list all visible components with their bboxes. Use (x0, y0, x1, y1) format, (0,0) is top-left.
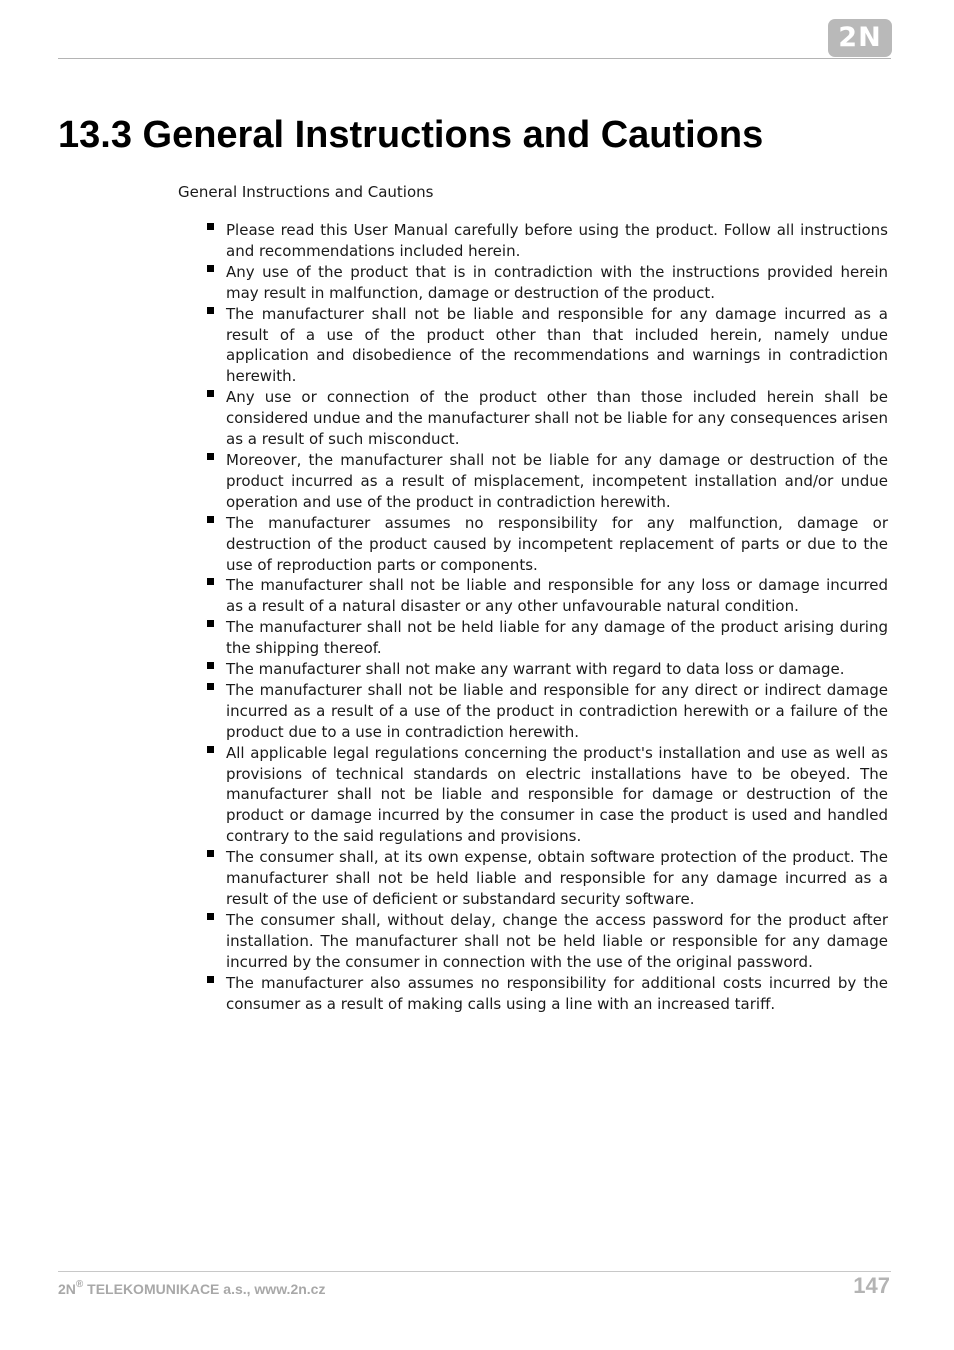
list-item-text: The manufacturer shall not be liable and responsible for any loss or damage incurred as a result of a natural disaster or any other unfavourable natural condition. (226, 576, 888, 616)
bullet-square-icon (207, 223, 214, 230)
list-item-text: The manufacturer shall not be liable and responsible for any damage incurred as a result of a use of the product other than that included herein, namely undue application and disobedience of the recommendations and warnings in contradiction herewith. (226, 304, 888, 386)
list-item (226, 575, 888, 617)
list-item-text: Any use of the product that is in contradiction with the instructions provided herein may result in malfunction, damage or destruction of the product. (226, 262, 888, 302)
bullet-square-icon (207, 746, 214, 753)
page-number: 147 (853, 1273, 890, 1298)
list-item-text: Please read this User Manual carefully before using the product. Follow all instructions and recommendations included herein. (226, 221, 888, 260)
list-item-text: All applicable legal regulations concerning the product's installation and use as well as provisions of technical standards on electric installations have to be obeyed. The manufacturer shall not be liable and responsible for damage or destruction of the product or damage incurred by the consumer in case the product is used and handled contrary to the said regulations and provisions. (226, 743, 888, 846)
list-item-text: The manufacturer assumes no responsibility for any malfunction, damage or destruction of the product caused by incompetent replacement of parts or due to the use of reproduction parts or components. (226, 513, 888, 574)
list-item-text: The consumer shall, at its own expense, obtain software protection of the product. The manufacturer shall not be held liable and responsible for any damage incurred as a result of the use of deficient or substandard security software. (226, 848, 888, 908)
registered-mark: ® (75, 1279, 84, 1291)
bullet-square-icon (207, 265, 214, 272)
footer-company-text: TELEKOMUNIKACE a.s., www.2n.cz (83, 1281, 326, 1297)
brand-logo: 2N (828, 19, 892, 57)
bullet-square-icon (207, 307, 214, 314)
list-item-text: The manufacturer shall not be held liable for any damage of the product arising during the shipping thereof. (226, 618, 888, 658)
bullet-square-icon (207, 683, 214, 690)
bullet-square-icon (207, 913, 214, 920)
bullet-square-icon (207, 662, 214, 669)
list-item (226, 513, 888, 576)
list-item (226, 387, 888, 450)
list-item-text: The manufacturer shall not be liable and responsible for any direct or indirect damage incurred as a result of a use of the product in contradiction herewith or a failure of the product due to a use in contradiction herewith. (226, 680, 888, 741)
list-item (226, 973, 888, 1015)
bullet-square-icon (207, 516, 214, 523)
bullet-square-icon (207, 453, 214, 460)
list-item (226, 450, 888, 513)
bullet-square-icon (207, 850, 214, 857)
footer-brand: 2N (58, 1281, 76, 1297)
list-item-text: Any use or connection of the product other than those included herein shall be considered undue and the manufacturer shall not be liable for any consequences arisen as a result of such misconduct. (226, 388, 888, 449)
list-item (226, 659, 888, 680)
bullet-square-icon (207, 620, 214, 627)
list-item (226, 262, 888, 304)
instructions-list (226, 220, 888, 1014)
list-item (226, 220, 888, 262)
list-item (226, 304, 888, 388)
footer-company (58, 1279, 325, 1299)
footer-divider (58, 1271, 891, 1272)
list-item (226, 847, 888, 910)
list-item-text: Moreover, the manufacturer shall not be liable for any damage or destruction of the product incurred as a result of misplacement, incompetent installation and/or undue operation and use of the product in contradiction herewith. (226, 450, 888, 511)
list-item-text: The manufacturer also assumes no responsibility for additional costs incurred by the consumer as a result of making calls using a line with an increased tariff. (226, 973, 888, 1013)
list-item (226, 743, 888, 848)
bullet-square-icon (207, 578, 214, 585)
list-item (226, 617, 888, 659)
header-divider (58, 58, 891, 59)
list-item-text: The consumer shall, without delay, change the access password for the product after installation. The manufacturer shall not be held liable or responsible for any damage incurred by the consumer in connection with the use of the original password. (226, 910, 888, 971)
bullet-square-icon (207, 976, 214, 983)
page-title: 13.3 General Instructions and Cautions (58, 114, 764, 156)
intro-text: General Instructions and Cautions (178, 183, 434, 201)
list-item (226, 910, 888, 973)
list-item-text: The manufacturer shall not make any warrant with regard to data loss or damage. (226, 660, 845, 679)
list-item (226, 680, 888, 743)
bullet-square-icon (207, 390, 214, 397)
